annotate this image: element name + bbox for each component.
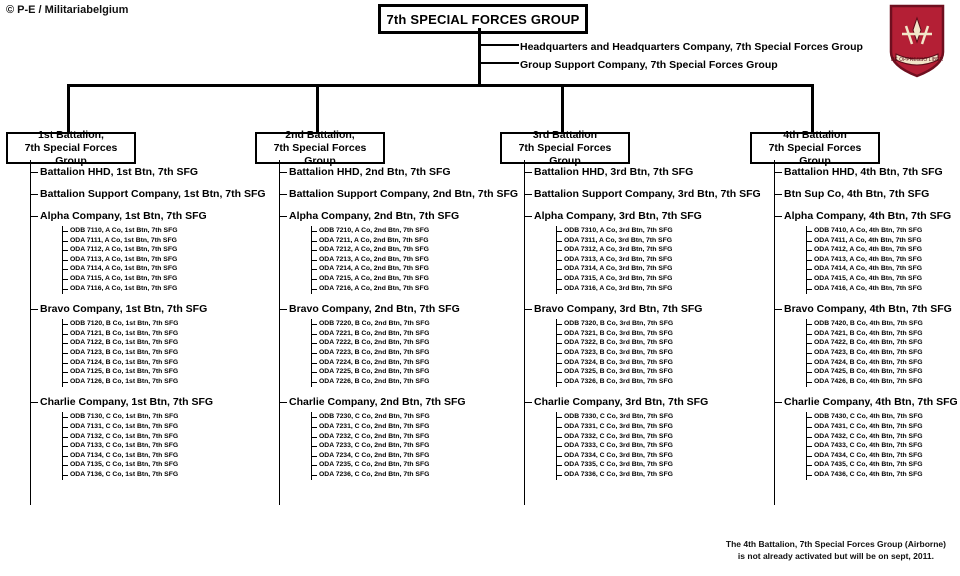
battalion-1-tree	[30, 165, 310, 479]
company-label[interactable]: Bravo Company, 2nd Btn, 7th SFG	[279, 302, 559, 316]
oda-item[interactable]: ODA 7324, B Co, 3rd Btn, 7th SFG	[556, 358, 804, 368]
oda-item[interactable]: ODA 7325, B Co, 3rd Btn, 7th SFG	[556, 367, 804, 377]
unit-label[interactable]: Battalion HHD, 1st Btn, 7th SFG	[30, 165, 310, 179]
oda-item[interactable]: ODA 7211, A Co, 2nd Btn, 7th SFG	[311, 236, 559, 246]
company-label[interactable]: Alpha Company, 4th Btn, 7th SFG	[774, 209, 960, 223]
oda-item[interactable]: ODA 7434, C Co, 4th Btn, 7th SFG	[806, 451, 960, 461]
battalion-box-2[interactable]	[255, 128, 385, 167]
oda-item[interactable]: ODA 7132, C Co, 1st Btn, 7th SFG	[62, 432, 310, 442]
company-label[interactable]: Bravo Company, 4th Btn, 7th SFG	[774, 302, 960, 316]
oda-item[interactable]: ODA 7112, A Co, 1st Btn, 7th SFG	[62, 245, 310, 255]
oda-item[interactable]: ODA 7422, B Co, 4th Btn, 7th SFG	[806, 338, 960, 348]
oda-item[interactable]: ODA 7233, C Co, 2nd Btn, 7th SFG	[311, 441, 559, 451]
7th-sfg-crest-icon	[888, 4, 946, 78]
group-level-units	[520, 38, 863, 74]
battalion-box-4[interactable]	[750, 128, 880, 167]
oda-item[interactable]: ODA 7315, A Co, 3rd Btn, 7th SFG	[556, 274, 804, 284]
oda-item[interactable]: ODA 7435, C Co, 4th Btn, 7th SFG	[806, 460, 960, 470]
oda-item[interactable]: ODA 7322, B Co, 3rd Btn, 7th SFG	[556, 338, 804, 348]
oda-item[interactable]: ODA 7235, C Co, 2nd Btn, 7th SFG	[311, 460, 559, 470]
company-label[interactable]: Bravo Company, 3rd Btn, 7th SFG	[524, 302, 804, 316]
company-label[interactable]: Alpha Company, 2nd Btn, 7th SFG	[279, 209, 559, 223]
page-title: 7th SPECIAL FORCES GROUP	[386, 11, 580, 27]
oda-item[interactable]: ODA 7224, B Co, 2nd Btn, 7th SFG	[311, 358, 559, 368]
company-label[interactable]: Charlie Company, 3rd Btn, 7th SFG	[524, 395, 804, 409]
oda-item[interactable]: ODA 7436, C Co, 4th Btn, 7th SFG	[806, 470, 960, 480]
oda-item[interactable]: ODA 7225, B Co, 2nd Btn, 7th SFG	[311, 367, 559, 377]
oda-item[interactable]: ODA 7415, A Co, 4th Btn, 7th SFG	[806, 274, 960, 284]
unit-label[interactable]: Battalion Support Company, 2nd Btn, 7th SFG	[279, 187, 559, 201]
company-label[interactable]: Alpha Company, 1st Btn, 7th SFG	[30, 209, 310, 223]
unit-label[interactable]: Battalion HHD, 3rd Btn, 7th SFG	[524, 165, 804, 179]
oda-item[interactable]: ODA 7212, A Co, 2nd Btn, 7th SFG	[311, 245, 559, 255]
battalion-box-1[interactable]	[6, 128, 136, 167]
gsc-unit-label: Group Support Company, 7th Special Forces Group	[520, 59, 778, 71]
oda-item[interactable]: ODA 7432, C Co, 4th Btn, 7th SFG	[806, 432, 960, 442]
oda-item[interactable]: ODA 7134, C Co, 1st Btn, 7th SFG	[62, 451, 310, 461]
oda-item[interactable]: ODB 7430, C Co, 4th Btn, 7th SFG	[806, 412, 960, 422]
oda-item[interactable]: ODA 7232, C Co, 2nd Btn, 7th SFG	[311, 432, 559, 442]
footnote-line-1: The 4th Battalion, 7th Special Forces Group (Airborne)	[725, 539, 946, 549]
oda-item[interactable]: ODA 7326, B Co, 3rd Btn, 7th SFG	[556, 377, 804, 387]
battalion-2-tree	[279, 165, 559, 479]
battalion-box-4-line2: 7th Special Forces Group	[768, 141, 862, 167]
oda-item[interactable]: ODB 7310, A Co, 3rd Btn, 7th SFG	[556, 226, 804, 236]
oda-item[interactable]: ODA 7216, A Co, 2nd Btn, 7th SFG	[311, 284, 559, 294]
oda-item[interactable]: ODA 7412, A Co, 4th Btn, 7th SFG	[806, 245, 960, 255]
oda-item[interactable]: ODB 7410, A Co, 4th Btn, 7th SFG	[806, 226, 960, 236]
oda-item[interactable]: ODA 7222, B Co, 2nd Btn, 7th SFG	[311, 338, 559, 348]
oda-item[interactable]: ODA 7421, B Co, 4th Btn, 7th SFG	[806, 329, 960, 339]
oda-item[interactable]: ODA 7234, C Co, 2nd Btn, 7th SFG	[311, 451, 559, 461]
oda-item[interactable]: ODA 7124, B Co, 1st Btn, 7th SFG	[62, 358, 310, 368]
oda-item[interactable]: ODA 7121, B Co, 1st Btn, 7th SFG	[62, 329, 310, 339]
oda-item[interactable]: ODB 7230, C Co, 2nd Btn, 7th SFG	[311, 412, 559, 422]
oda-item[interactable]: ODA 7414, A Co, 4th Btn, 7th SFG	[806, 264, 960, 274]
company-label[interactable]: Charlie Company, 4th Btn, 7th SFG	[774, 395, 960, 409]
oda-item[interactable]: ODA 7115, A Co, 1st Btn, 7th SFG	[62, 274, 310, 284]
oda-item[interactable]: ODB 7330, C Co, 3rd Btn, 7th SFG	[556, 412, 804, 422]
svg-text:DE OPPRESSO LIBER: DE OPPRESSO LIBER	[890, 57, 944, 63]
oda-item[interactable]: ODA 7316, A Co, 3rd Btn, 7th SFG	[556, 284, 804, 294]
oda-item[interactable]: ODA 7321, B Co, 3rd Btn, 7th SFG	[556, 329, 804, 339]
unit-label[interactable]: Battalion Support Company, 3rd Btn, 7th SFG	[524, 187, 804, 201]
oda-item[interactable]: ODA 7236, C Co, 2nd Btn, 7th SFG	[311, 470, 559, 480]
oda-item[interactable]: ODA 7411, A Co, 4th Btn, 7th SFG	[806, 236, 960, 246]
oda-item[interactable]: ODA 7125, B Co, 1st Btn, 7th SFG	[62, 367, 310, 377]
oda-item[interactable]: ODA 7113, A Co, 1st Btn, 7th SFG	[62, 255, 310, 265]
oda-item[interactable]: ODA 7424, B Co, 4th Btn, 7th SFG	[806, 358, 960, 368]
battalion-3-tree	[524, 165, 804, 479]
oda-item[interactable]: ODA 7135, C Co, 1st Btn, 7th SFG	[62, 460, 310, 470]
footnote-line-2: is not already activated but will be on sept, 2011.	[737, 551, 934, 561]
battalion-bus-line	[67, 84, 814, 87]
battalion-box-2-line1: 2nd Battalion,	[285, 128, 355, 141]
oda-item[interactable]: ODB 7210, A Co, 2nd Btn, 7th SFG	[311, 226, 559, 236]
unit-label[interactable]: Battalion HHD, 4th Btn, 7th SFG	[774, 165, 960, 179]
oda-item[interactable]: ODA 7123, B Co, 1st Btn, 7th SFG	[62, 348, 310, 358]
drop-3rd-battalion	[561, 84, 564, 134]
oda-item[interactable]: ODA 7111, A Co, 1st Btn, 7th SFG	[62, 236, 310, 246]
oda-item[interactable]: ODA 7331, C Co, 3rd Btn, 7th SFG	[556, 422, 804, 432]
oda-item[interactable]: ODB 7130, C Co, 1st Btn, 7th SFG	[62, 412, 310, 422]
oda-item[interactable]: ODA 7215, A Co, 2nd Btn, 7th SFG	[311, 274, 559, 284]
oda-item[interactable]: ODA 7332, C Co, 3rd Btn, 7th SFG	[556, 432, 804, 442]
oda-item[interactable]: ODA 7122, B Co, 1st Btn, 7th SFG	[62, 338, 310, 348]
drop-2nd-battalion	[316, 84, 319, 134]
oda-item[interactable]: ODA 7336, C Co, 3rd Btn, 7th SFG	[556, 470, 804, 480]
oda-item[interactable]: ODA 7333, C Co, 3rd Btn, 7th SFG	[556, 441, 804, 451]
oda-item[interactable]: ODA 7226, B Co, 2nd Btn, 7th SFG	[311, 377, 559, 387]
company-label[interactable]: Alpha Company, 3rd Btn, 7th SFG	[524, 209, 804, 223]
oda-item[interactable]: ODB 7320, B Co, 3rd Btn, 7th SFG	[556, 319, 804, 329]
oda-item[interactable]: ODA 7413, A Co, 4th Btn, 7th SFG	[806, 255, 960, 265]
company-label[interactable]: Bravo Company, 1st Btn, 7th SFG	[30, 302, 310, 316]
oda-item[interactable]: ODA 7214, A Co, 2nd Btn, 7th SFG	[311, 264, 559, 274]
oda-item[interactable]: ODB 7420, B Co, 4th Btn, 7th SFG	[806, 319, 960, 329]
battalion-box-2-line2: 7th Special Forces Group	[273, 141, 367, 167]
oda-item[interactable]: ODA 7223, B Co, 2nd Btn, 7th SFG	[311, 348, 559, 358]
oda-item[interactable]: ODA 7136, C Co, 1st Btn, 7th SFG	[62, 470, 310, 480]
oda-item[interactable]: ODB 7120, B Co, 1st Btn, 7th SFG	[62, 319, 310, 329]
oda-item[interactable]: ODA 7416, A Co, 4th Btn, 7th SFG	[806, 284, 960, 294]
battalion-box-3-line1: 3rd Battalion	[532, 128, 598, 141]
oda-item[interactable]: ODA 7314, A Co, 3rd Btn, 7th SFG	[556, 264, 804, 274]
battalion-box-3-line2: 7th Special Forces Group	[518, 141, 612, 167]
oda-item[interactable]: ODA 7114, A Co, 1st Btn, 7th SFG	[62, 264, 310, 274]
battalion-4-tree	[774, 165, 960, 479]
hhc-unit-label: Headquarters and Headquarters Company, 7th Special Forces Group	[520, 41, 863, 53]
unit-label[interactable]: Btn Sup Co, 4th Btn, 7th SFG	[774, 187, 960, 201]
unit-label[interactable]: Battalion Support Company, 1st Btn, 7th SFG	[30, 187, 310, 201]
activation-footnote	[726, 538, 946, 562]
oda-item[interactable]: ODA 7334, C Co, 3rd Btn, 7th SFG	[556, 451, 804, 461]
oda-item[interactable]: ODB 7220, B Co, 2nd Btn, 7th SFG	[311, 319, 559, 329]
oda-item[interactable]: ODA 7126, B Co, 1st Btn, 7th SFG	[62, 377, 310, 387]
gsc-connector-line	[481, 62, 519, 64]
group-title-box	[378, 4, 588, 34]
oda-item[interactable]: ODA 7311, A Co, 3rd Btn, 7th SFG	[556, 236, 804, 246]
oda-item[interactable]: ODA 7426, B Co, 4th Btn, 7th SFG	[806, 377, 960, 387]
oda-item[interactable]: ODA 7431, C Co, 4th Btn, 7th SFG	[806, 422, 960, 432]
battalion-box-1-line2: 7th Special Forces Group	[24, 141, 118, 167]
oda-item[interactable]: ODA 7425, B Co, 4th Btn, 7th SFG	[806, 367, 960, 377]
oda-item[interactable]: ODA 7433, C Co, 4th Btn, 7th SFG	[806, 441, 960, 451]
drop-4th-battalion	[811, 84, 814, 134]
oda-item[interactable]: ODA 7116, A Co, 1st Btn, 7th SFG	[62, 284, 310, 294]
copyright-notice: © P-E / Militariabelgium	[6, 4, 129, 16]
unit-label[interactable]: Battalion HHD, 2nd Btn, 7th SFG	[279, 165, 559, 179]
oda-item[interactable]: ODA 7335, C Co, 3rd Btn, 7th SFG	[556, 460, 804, 470]
oda-item[interactable]: ODA 7313, A Co, 3rd Btn, 7th SFG	[556, 255, 804, 265]
oda-item[interactable]: ODA 7213, A Co, 2nd Btn, 7th SFG	[311, 255, 559, 265]
oda-item[interactable]: ODA 7133, C Co, 1st Btn, 7th SFG	[62, 441, 310, 451]
company-label[interactable]: Charlie Company, 2nd Btn, 7th SFG	[279, 395, 559, 409]
battalion-box-4-line1: 4th Battalion	[783, 128, 847, 141]
battalion-box-1-line1: 1st Battalion,	[38, 128, 104, 141]
trunk-vertical-line	[478, 28, 481, 84]
battalion-box-3[interactable]	[500, 128, 630, 167]
company-label[interactable]: Charlie Company, 1st Btn, 7th SFG	[30, 395, 310, 409]
oda-item[interactable]: ODA 7131, C Co, 1st Btn, 7th SFG	[62, 422, 310, 432]
oda-item[interactable]: ODA 7312, A Co, 3rd Btn, 7th SFG	[556, 245, 804, 255]
oda-item[interactable]: ODA 7231, C Co, 2nd Btn, 7th SFG	[311, 422, 559, 432]
oda-item[interactable]: ODB 7110, A Co, 1st Btn, 7th SFG	[62, 226, 310, 236]
oda-item[interactable]: ODA 7221, B Co, 2nd Btn, 7th SFG	[311, 329, 559, 339]
oda-item[interactable]: ODA 7423, B Co, 4th Btn, 7th SFG	[806, 348, 960, 358]
hq-connector-line	[481, 44, 519, 46]
oda-item[interactable]: ODA 7323, B Co, 3rd Btn, 7th SFG	[556, 348, 804, 358]
drop-1st-battalion	[67, 84, 70, 134]
